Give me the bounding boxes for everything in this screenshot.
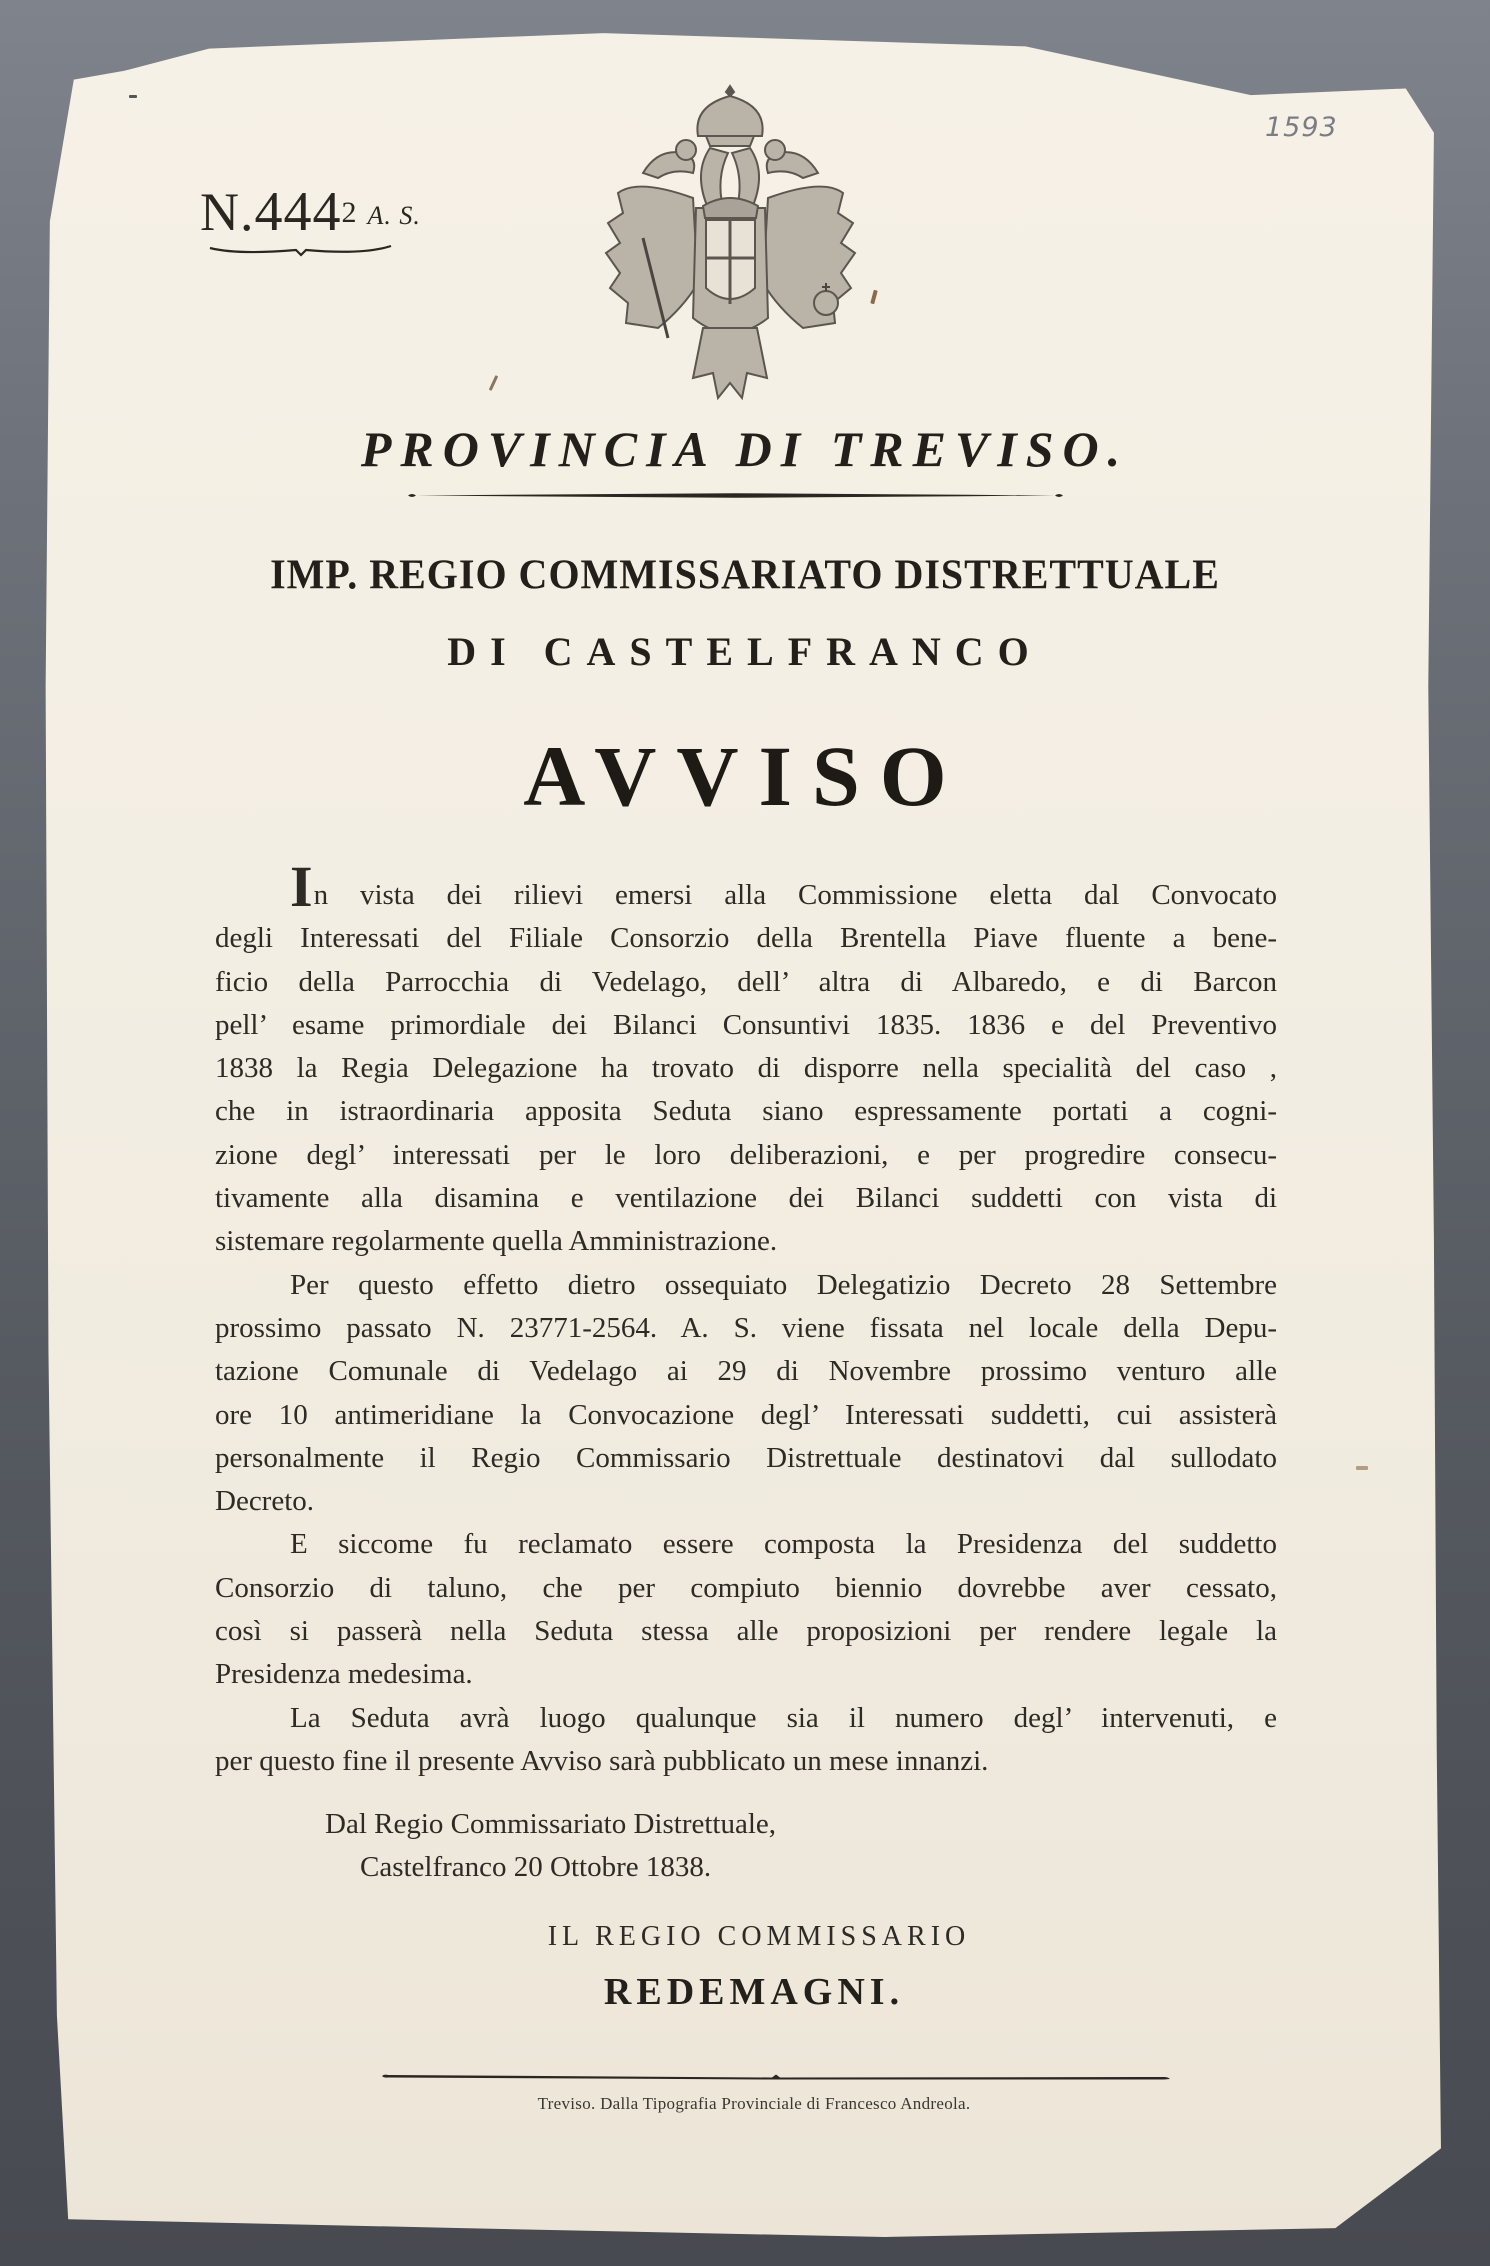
text-line: tazione Comunale di Vedelago ai 29 di Novembre prossimo venturo alle bbox=[215, 1355, 1277, 1388]
text-line: prossimo passato N. 23771-2564. A. S. viene fissata nel locale della Depu- bbox=[215, 1311, 1277, 1344]
text-line: così si passerà nella Seduta stessa alle proposizioni per rendere legale la bbox=[215, 1615, 1277, 1648]
double-headed-eagle-icon bbox=[598, 78, 863, 408]
signatory-name: REDEMAGNI. bbox=[603, 1971, 905, 2013]
office-title: IMP. REGIO COMMISSARIATO DISTRETTUALE bbox=[270, 550, 1220, 599]
closing-block bbox=[325, 1803, 776, 1889]
paragraph-1 bbox=[215, 854, 1277, 1264]
paragraph-3 bbox=[215, 1523, 1277, 1696]
text-line: Presidenza medesima. bbox=[215, 1658, 473, 1691]
text-line: tivamente alla disamina e ventilazione dei Bilanci suddetti con vista di bbox=[215, 1182, 1277, 1215]
text-line: E siccome fu reclamato essere composta la Presidenza del suddetto bbox=[290, 1528, 1277, 1561]
ornamental-rule bbox=[408, 492, 1063, 499]
text-line bbox=[215, 854, 1277, 919]
text-line: che in istraordinaria apposita Seduta siano espressamente portati a cogni- bbox=[215, 1095, 1277, 1128]
text-line-content: n vista dei rilievi emersi alla Commissione eletta dal Convocato bbox=[313, 879, 1277, 911]
paragraph-2 bbox=[215, 1264, 1277, 1524]
number-prefix: N. bbox=[200, 182, 255, 242]
reference-number bbox=[200, 180, 421, 244]
paper-stain bbox=[1356, 1466, 1368, 1470]
text-line: ficio della Parrocchia di Vedelago, dell’ altra di Albaredo, e di Barcon bbox=[215, 965, 1277, 998]
number-suffix: A. S. bbox=[367, 201, 421, 230]
text-line: ore 10 antimeridiane la Convocazione degl’ Interessati suddetti, cui assisterà bbox=[215, 1398, 1277, 1431]
text-line: Per questo effetto dietro ossequiato Delegatizio Decreto 28 Settembre bbox=[290, 1268, 1277, 1301]
printer-imprint: Treviso. Dalla Tipografia Provinciale di Francesco Andreola. bbox=[537, 2094, 971, 2113]
paper-mark bbox=[129, 95, 137, 98]
text-line: sistemare regolarmente quella Amministrazione. bbox=[215, 1225, 778, 1258]
signatory-title: IL REGIO COMMISSARIO bbox=[547, 1921, 971, 1952]
drop-cap: I bbox=[290, 854, 313, 919]
footer-rule bbox=[382, 2073, 1170, 2081]
text-line: personalmente il Regio Commissario Distrettuale destinatovi dal sullodato bbox=[215, 1441, 1277, 1474]
text-line: La Seduta avrà luogo qualunque sia il numero degl’ intervenuti, e bbox=[290, 1701, 1277, 1734]
place-and-date: Castelfranco 20 Ottobre 1838. bbox=[360, 1851, 712, 1883]
issuing-office: Dal Regio Commissariato Distrettuale, bbox=[325, 1808, 777, 1840]
text-line: Consorzio di taluno, che per compiuto biennio dovrebbe aver cessato, bbox=[215, 1571, 1277, 1604]
text-line: Decreto. bbox=[215, 1485, 315, 1518]
text-line: zione degl’ interessati per le loro deliberazioni, e per progredire consecu- bbox=[215, 1138, 1277, 1171]
office-subtitle: DI CASTELFRANCO bbox=[447, 629, 1043, 674]
text-line: pell’ esame primordiale dei Bilanci Consuntivi 1835. 1836 e del Preventivo bbox=[215, 1008, 1277, 1041]
text-line: per questo fine il presente Avviso sarà pubblicato un mese innanzi. bbox=[215, 1744, 989, 1777]
text-line: degli Interessati del Filiale Consorzio della Brentella Piave fluente a bene- bbox=[215, 922, 1277, 955]
number-superscript: 2 bbox=[341, 196, 358, 229]
archive-annotation: 1593 bbox=[1265, 112, 1338, 143]
number-digits: 444 bbox=[254, 181, 342, 243]
notice-title: AVVISO bbox=[523, 728, 967, 824]
province-title: PROVINCIA DI TREVISO. bbox=[360, 421, 1130, 477]
paragraph-4 bbox=[215, 1697, 1277, 1784]
text-line: 1838 la Regia Delegazione ha trovato di disporre nella specialità del caso , bbox=[215, 1052, 1277, 1085]
notice-body bbox=[215, 854, 1277, 1783]
brace-ornament-icon bbox=[208, 243, 393, 257]
